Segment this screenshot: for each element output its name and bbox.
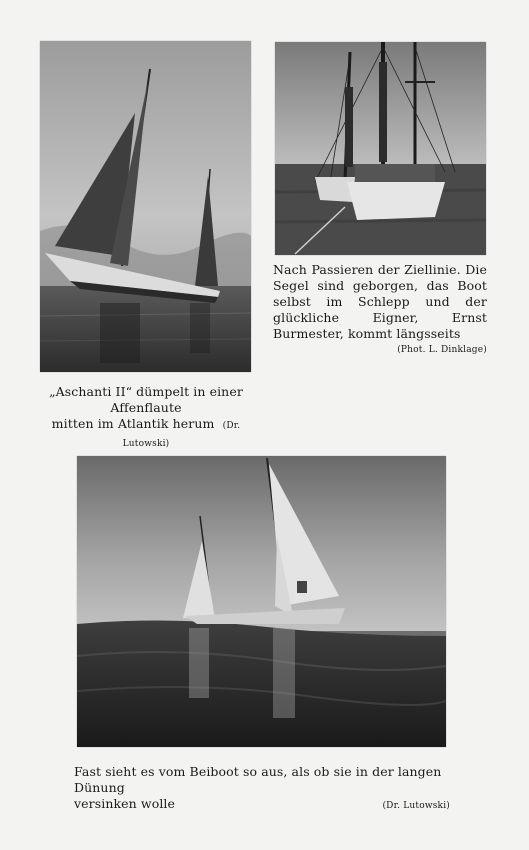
caption-swell-line2: versinken wolle [74,796,176,811]
caption-aschanti [30,384,262,452]
photo-finish [275,42,486,255]
photo-swell-image [77,456,446,747]
caption-aschanti-credit: (Dr. Lutowski) [122,421,241,449]
caption-aschanti-line2: mitten im Atlantik herum [51,416,215,431]
photo-finish-image [275,42,486,255]
photo-aschanti-image [40,41,251,372]
caption-swell-credit: (Dr. Lutowski) [382,801,450,811]
caption-swell-line1: Fast sieht es vom Beiboot so aus, als ob sie in der langen Dünung [74,764,442,795]
caption-finish-text: Nach Passieren der Ziellinie. Die Segel sind geborgen, das Boot selbst im Schlepp und der glückliche Eigner, Ernst Burmester, kommt längsseits [273,262,487,341]
caption-aschanti-line1: „Aschanti II“ dümpelt in einer Affenflaute [49,384,243,415]
photo-aschanti [40,41,251,372]
caption-swell-line2-row [74,796,450,814]
caption-swell [74,764,450,814]
caption-finish [273,262,487,358]
photo-swell [77,456,446,747]
caption-aschanti-line2-row [30,416,262,452]
caption-finish-credit: (Phot. L. Dinklage) [397,345,487,355]
